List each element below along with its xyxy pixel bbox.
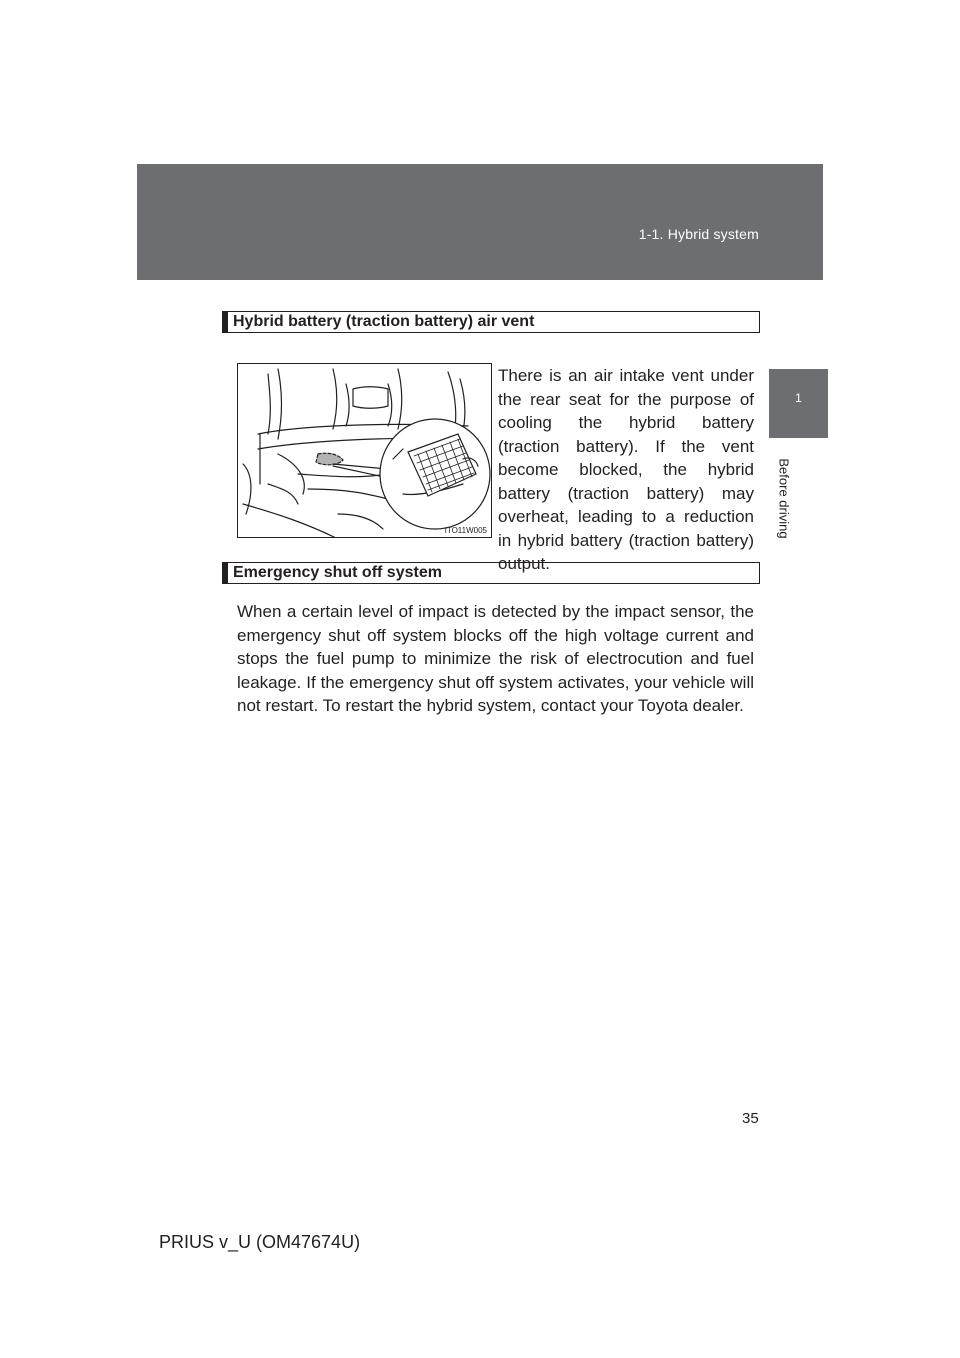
model-code: PRIUS v_U (OM47674U) bbox=[159, 1232, 361, 1252]
section-heading-air-vent: Hybrid battery (traction battery) air vent bbox=[222, 311, 760, 333]
chapter-number: 1 bbox=[795, 391, 802, 405]
header-band bbox=[137, 164, 823, 280]
chapter-label-text: Before driving bbox=[776, 458, 792, 539]
figure-code: ITO11W005 bbox=[444, 526, 487, 535]
chapter-label bbox=[778, 448, 792, 548]
emergency-shut-off-description: When a certain level of impact is detected by the impact sensor, the emergency shut off system blocks off the high voltage current and stops the fuel pump to minimize the risk of electrocution and fuel leakage. If the emergency shut off system activates, your vehicle will not restart. To restart the hybrid system, contact your Toyota dealer. bbox=[237, 602, 754, 715]
rear-seat-drawing bbox=[238, 364, 492, 538]
section-heading-emergency-shut-off: Emergency shut off system bbox=[222, 562, 760, 584]
air-vent-description: There is an air intake vent under the rear seat for the purpose of cooling the hybrid battery (traction battery). If the vent become blocked, the hybrid battery (traction battery) may overheat, leading to a reduction in hybrid battery (traction battery) output. bbox=[498, 366, 754, 573]
air-vent-illustration bbox=[237, 363, 492, 538]
chapter-tab bbox=[769, 369, 828, 438]
section-title: 1-1. Hybrid system bbox=[638, 226, 759, 242]
page-number: 35 bbox=[742, 1110, 759, 1127]
